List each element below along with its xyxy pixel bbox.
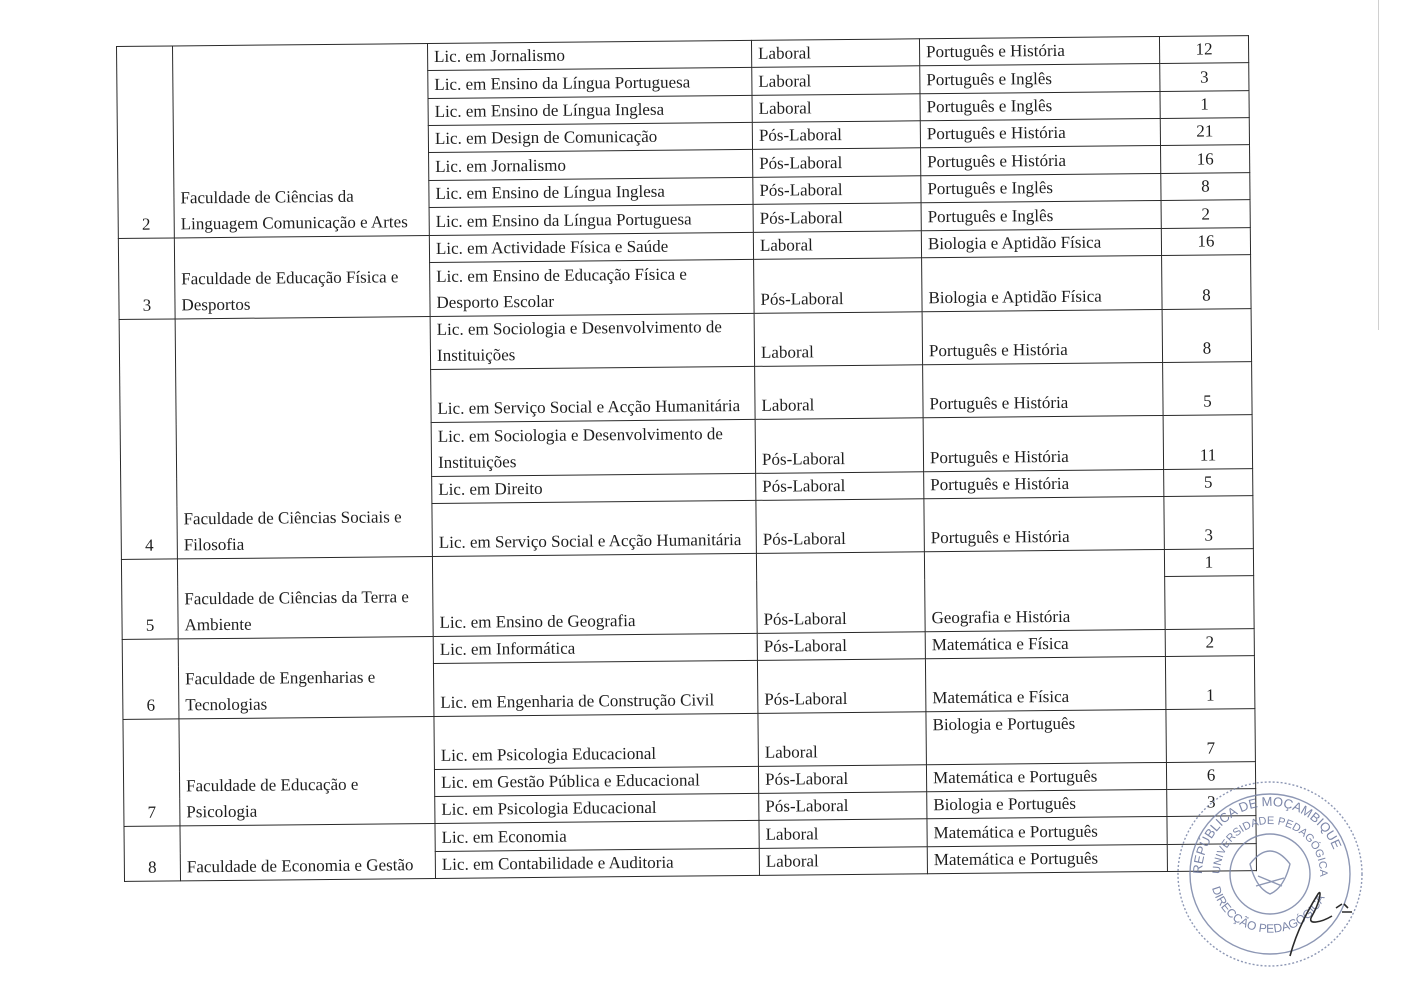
vacancies-count: 3 [1160, 63, 1249, 91]
course-regime: Laboral [755, 365, 923, 419]
entrance-exams: Matemática e Física [925, 629, 1165, 659]
vacancies-count: 8 [1162, 254, 1252, 309]
course-regime: Pós-Laboral [757, 659, 925, 713]
course-name: Lic. em Ensino de Geografia [432, 553, 757, 636]
page-edge-line [1378, 0, 1379, 330]
vacancies-count: 3 [1167, 788, 1256, 816]
course-regime: Laboral [759, 819, 927, 848]
course-regime: Pós-Laboral [755, 418, 924, 473]
course-name: Lic. em Psicologia Educacional [435, 793, 759, 823]
course-name: Lic. em Contabilidade e Auditoria [435, 848, 759, 879]
faculty-name: Faculdade de Economia e Gestão [180, 824, 436, 881]
course-name: Lic. em Direito [432, 473, 756, 503]
vacancies-table [116, 35, 1257, 882]
course-regime: Laboral [752, 94, 920, 123]
course-regime: Laboral [751, 39, 919, 68]
vacancies-count: 3 [1164, 496, 1254, 550]
entrance-exams: Português e História [923, 415, 1164, 471]
course-name: Lic. em Ensino da Língua Portuguesa [429, 205, 753, 235]
vacancies-count: 5 [1164, 468, 1253, 496]
entrance-exams: Biologia e Aptidão Física [922, 255, 1163, 311]
course-name: Lic. em Sociologia e Desenvolvimento de Instituições [431, 419, 756, 476]
entrance-exams: Matemática e Português [926, 762, 1166, 792]
course-name: Lic. em Ensino de Educação Física e Desporto Escolar [430, 259, 755, 316]
course-regime: Pós-Laboral [756, 471, 924, 500]
course-name: Lic. em Serviço Social e Acção Humanitária [432, 500, 756, 556]
vacancies-count: 12 [1159, 36, 1248, 64]
empty-cell [1165, 576, 1255, 630]
entrance-exams: Matemática e Português [927, 844, 1167, 874]
entrance-exams: Português e História [920, 119, 1160, 149]
entrance-exams: Biologia e Português [927, 789, 1167, 819]
course-name: Lic. em Psicologia Educacional [434, 713, 758, 769]
faculty-number: 2 [117, 46, 175, 238]
course-regime: Pós-Laboral [759, 792, 927, 821]
course-regime: Pós-Laboral [758, 764, 926, 793]
course-name: Lic. em Gestão Pública e Educacional [434, 766, 758, 796]
faculty-number: 5 [121, 559, 178, 640]
course-regime: Pós-Laboral [752, 121, 920, 150]
entrance-exams: Biologia e Português [926, 709, 1166, 764]
entrance-exams: Português e História [923, 363, 1163, 418]
entrance-exams: Português e História [924, 469, 1164, 499]
vacancies-count: 8 [1162, 308, 1252, 363]
faculty-name: Faculdade de Engenharias e Tecnologias [178, 636, 434, 718]
course-regime: Pós-Laboral [754, 258, 923, 313]
entrance-exams: Geografia e História [924, 549, 1165, 631]
course-name: Lic. em Sociologia e Desenvolvimento de Instituições [430, 313, 755, 370]
course-name: Lic. em Ensino de Língua Inglesa [429, 177, 753, 207]
entrance-exams: Português e Inglês [920, 64, 1160, 94]
entrance-exams: Português e História [924, 496, 1164, 551]
faculty-number: 7 [123, 719, 180, 827]
entrance-exams: Matemática e Português [927, 817, 1167, 847]
entrance-exams: Português e História [919, 36, 1159, 66]
vacancies-count: 8 [1161, 172, 1250, 200]
course-regime: Pós-Laboral [756, 499, 924, 553]
entrance-exams: Matemática e Física [925, 657, 1165, 712]
vacancies-count: 16 [1161, 145, 1250, 173]
entrance-exams: Biologia e Aptidão Física [921, 228, 1161, 258]
seal-inner-text: UNIVERSIDADE PEDAGÓGICA [1210, 814, 1330, 877]
faculty-name: Faculdade de Ciências da Linguagem Comunicação e Artes [173, 44, 430, 238]
vacancies-count: 1 [1165, 656, 1255, 710]
course-name: Lic. em Ensino da Língua Portuguesa [428, 68, 752, 98]
course-name: Lic. em Ensino de Língua Inglesa [428, 95, 752, 125]
course-name: Lic. em Economia [435, 821, 759, 851]
course-regime: Pós-Laboral [757, 632, 925, 661]
vacancies-count: 11 [1163, 415, 1253, 470]
course-name: Lic. em Serviço Social e Acção Humanitária [431, 367, 755, 423]
vacancies-count: 1 [1160, 90, 1249, 118]
official-seal-stamp [1172, 776, 1368, 972]
course-name: Lic. em Engenharia de Construção Civil [433, 660, 757, 716]
vacancies-count: 7 [1166, 708, 1256, 762]
course-name: Lic. em Informática [433, 633, 757, 663]
seal-outer-text: REPÚBLICA DE MOÇAMBIQUE [1189, 793, 1345, 875]
faculty-number: 8 [124, 826, 181, 881]
faculty-number: 6 [122, 639, 179, 720]
course-regime: Laboral [758, 712, 926, 766]
vacancies-count: 2 [1161, 200, 1250, 228]
faculty-number: 3 [118, 237, 175, 319]
entrance-exams: Português e História [921, 146, 1161, 176]
course-regime: Laboral [753, 230, 921, 259]
faculty-name: Faculdade de Ciências da Terra e Ambiente [177, 556, 433, 638]
svg-text:UNIVERSIDADE PEDAGÓGICA [1211, 815, 1329, 878]
course-name: Lic. em Actividade Física e Saúde [429, 232, 753, 262]
svg-text:DIRECÇÃO PEDAGÓGICA [1209, 884, 1328, 935]
course-regime: Laboral [752, 66, 920, 95]
vacancies-count: 1 [1164, 548, 1253, 576]
faculty-name: Faculdade de Educação e Psicologia [179, 716, 435, 826]
vacancies-count: 21 [1160, 118, 1249, 146]
entrance-exams: Português e Inglês [921, 201, 1161, 231]
course-regime: Laboral [754, 311, 923, 366]
entrance-exams: Português e Inglês [920, 91, 1160, 121]
vacancies-count: 6 [1166, 761, 1255, 789]
entrance-exams: Português e História [922, 309, 1163, 365]
faculty-name: Faculdade de Educação Física e Desportos [174, 235, 430, 319]
course-regime: Laboral [759, 846, 927, 875]
course-regime: Pós-Laboral [753, 203, 921, 232]
entrance-exams: Português e Inglês [921, 173, 1161, 203]
faculty-number: 4 [119, 319, 177, 560]
vacancies-count: 2 [1165, 628, 1254, 656]
vacancies-count: 16 [1161, 227, 1250, 255]
seal-bottom-text: DIRECÇÃO PEDAGÓGICA [1209, 884, 1328, 936]
course-name: Lic. em Jornalismo [427, 40, 751, 70]
course-regime: Pós-Laboral [753, 176, 921, 205]
course-name: Lic. em Jornalismo [429, 150, 753, 180]
course-name: Lic. em Design de Comunicação [428, 122, 752, 152]
course-regime: Pós-Laboral [753, 148, 921, 177]
vacancies-count: 5 [1163, 362, 1253, 416]
faculty-name: Faculdade de Ciências Sociais e Filosofia [175, 316, 432, 559]
course-regime: Pós-Laboral [756, 551, 925, 633]
